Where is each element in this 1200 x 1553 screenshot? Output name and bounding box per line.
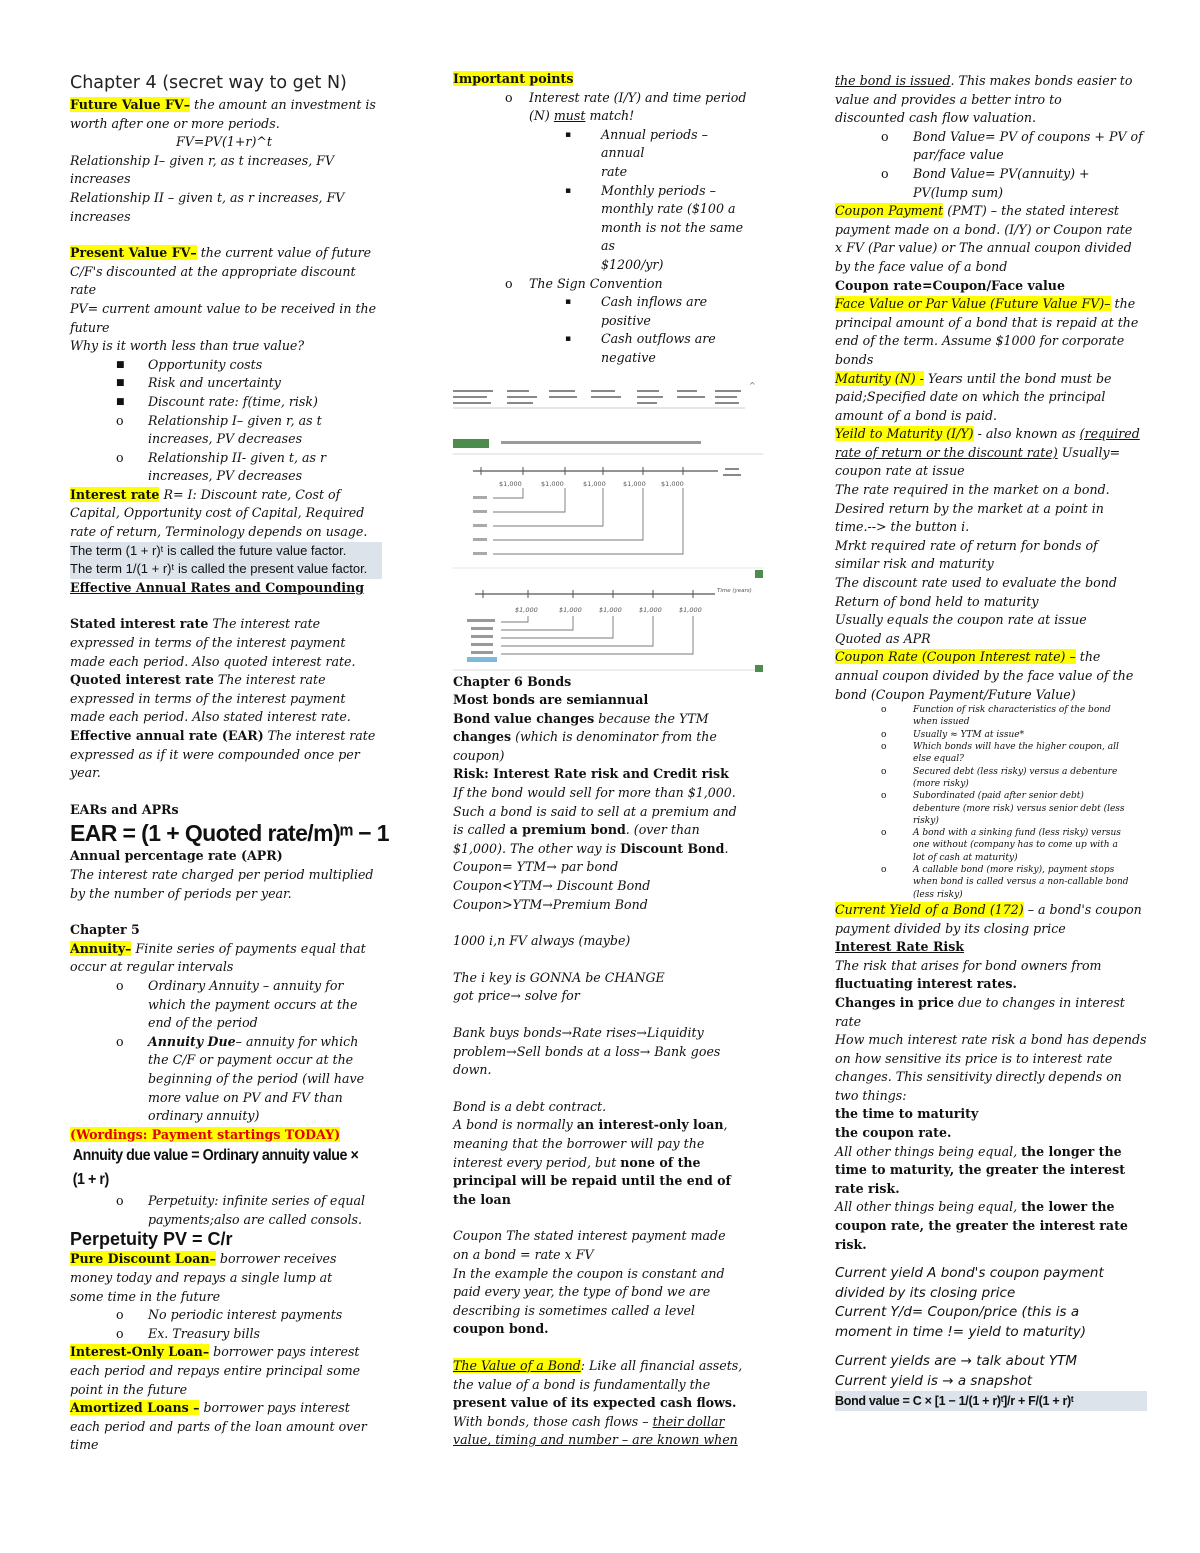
list-item-cont: when bond is called versus a non-callable bond (913, 877, 1129, 888)
risk-line: Risk: Interest Rate risk and Credit risk (453, 766, 729, 782)
interest-rate-definition: Interest rate R= I: Discount rate, Cost of (70, 486, 341, 502)
timeline-figures (453, 368, 756, 673)
text-line: expressed in terms of the interest payment (70, 690, 346, 706)
ytm-line: The rate required in the market on a bond. (835, 482, 1110, 498)
text-line: the loan (453, 1191, 511, 1207)
list-item-cont: ordinary annuity) (148, 1108, 260, 1124)
chapter-6-heading: Chapter 6 Bonds (453, 673, 572, 689)
bond-value-formula: Bond value = C × [1 − 1/(1 + r)ᵗ]/r + F/(1 + r)ᵗ (835, 1391, 1147, 1411)
list-item-cont: else equal? (913, 754, 964, 765)
important-points-heading: Important points (453, 71, 574, 86)
coupon-rate-def: Coupon Rate (Coupon Interest rate) – the (835, 649, 1101, 665)
circle-bullet-icon: o (505, 275, 513, 291)
list-item-cont: one without (company has to come up with a (913, 840, 1118, 851)
circle-bullet-icon: o (881, 705, 887, 716)
wordings-note: (Wordings: Payment startings TODAY) (70, 1126, 341, 1142)
list-item-cont: month is not the same as (601, 219, 744, 254)
maturity-def: Maturity (N) - Years until the bond must be (835, 370, 1112, 386)
text-line: The i key is GONNA be CHANGE (453, 969, 665, 985)
fv-rel2b: increases (70, 208, 131, 224)
pv-def-line: rate (70, 282, 97, 298)
text-line: $1,000). The other way is Discount Bond. (453, 840, 729, 856)
ears-aprs-heading: EARs and APRs (70, 801, 179, 817)
text-line: 1000 i,n FV always (maybe) (453, 933, 631, 949)
list-item: o Subordinated (paid after senior debt) (881, 791, 1084, 802)
coupon-payment-def: Coupon Payment (PMT) – the stated interest (835, 203, 1119, 219)
text-line: coupon) (453, 747, 505, 763)
list-item: o Secured debt (less risky) versus a debenture (881, 766, 1118, 777)
present-value-factor: The term 1/(1 + r)ᵗ is called the present value factor. (70, 560, 382, 579)
ir-line: Capital, Opportunity cost of Capital, Required (70, 505, 365, 521)
fig-amount-label: $1,000 (661, 479, 684, 488)
text-line: expressed as if it were compounded once per (70, 746, 360, 762)
value-of-bond-def: The Value of a Bond: Like all financial assets, (453, 1357, 743, 1373)
list-item: o Which bonds will have the higher coupon, all (881, 742, 1119, 753)
list-item: o Relationship I– given r, as t (70, 412, 390, 431)
text-line: interest every period, but none of the (453, 1154, 701, 1170)
list-item-cont: end of the period (148, 1015, 258, 1031)
pv-why: Why is it worth less than true value? (70, 338, 305, 354)
list-item: o Ordinary Annuity – annuity for (70, 977, 390, 996)
text-line: Current yields are → talk about YTM (835, 1353, 1078, 1370)
ytm-line: Desired return by the market at a point in (835, 500, 1104, 516)
annuity-due-formula: Annuity due value = Ordinary annuity value × (1 + r) (72, 1147, 359, 1189)
list-item-cont: monthly rate ($100 a (601, 201, 736, 217)
pv-def-line: C/F's discounted at the appropriate discount (70, 263, 356, 279)
fig-amount-label: $1,000 (499, 479, 522, 488)
circle-bullet-icon: o (116, 1193, 124, 1209)
stated-rate-def: Stated interest rate The interest rate (70, 616, 321, 632)
text-line: down. (453, 1062, 492, 1078)
text-line: expressed in terms of the interest payment (70, 635, 346, 651)
circle-bullet-icon: o (116, 449, 124, 465)
ir-line: rate of return, Terminology depends on usage. (70, 524, 368, 540)
list-item: o The Sign Convention (453, 275, 753, 294)
list-item-cont: payments;also are called consols. (148, 1211, 362, 1227)
perpetuity-formula: Perpetuity PV = C/r (70, 1229, 233, 1250)
current-yield-notes (835, 1264, 1153, 1391)
ytm-line: The discount rate used to evaluate the bond (835, 575, 1117, 591)
fig-amount-label: $1,000 (559, 605, 582, 614)
text-line: fluctuating interest rates. (835, 976, 1017, 992)
text-line: moment in time != yield to maturity) (835, 1323, 1087, 1340)
text-line: Coupon The stated interest payment made (453, 1228, 726, 1244)
circle-bullet-icon: o (116, 1325, 124, 1341)
fig-amount-label: $1,000 (583, 479, 606, 488)
text-line: rate of return or the discount rate) Usually= (835, 444, 1121, 460)
list-item-cont: risky) (913, 815, 939, 826)
fig-time-label: Time (years) (717, 587, 752, 594)
square-bullet-icon: ■ (116, 396, 125, 407)
text-line: The interest rate charged per period multiplied (70, 866, 374, 882)
ytm-line: Usually equals the coupon rate at issue (835, 612, 1087, 628)
text-line: each period and repays entire principal some (70, 1363, 361, 1379)
text-line: Changes in price due to changes in interest (835, 994, 1125, 1010)
text-line: present value of its expected cash flows. (453, 1395, 737, 1411)
text-line: Such a bond is said to sell at a premium and (453, 803, 737, 819)
circle-bullet-icon: o (116, 1307, 124, 1323)
text-line: Coupon= YTM→ par bond (453, 859, 619, 875)
text-line: The risk that arises for bond owners from (835, 957, 1102, 973)
fig-amount-label: $1,000 (541, 479, 564, 488)
text-line: on how sensitive its price is to interest rate (835, 1050, 1113, 1066)
text-line: got price→ solve for (453, 988, 580, 1004)
fig-amount-label: $1,000 (515, 605, 538, 614)
text-line: bonds (835, 351, 874, 367)
list-item-cont: lot of cash at maturity) (913, 852, 1018, 863)
text-line: value, timing and number – are known when (453, 1432, 738, 1448)
ytm-line: Return of bond held to maturity (835, 593, 1039, 609)
list-item-cont: increases, PV decreases (148, 431, 303, 447)
list-item: o A bond with a sinking fund (less risky) versus (881, 828, 1121, 839)
ear-formula: EAR = (1 + Quoted rate/m)ᵐ − 1 (70, 820, 389, 847)
text-line: point in the future (70, 1381, 188, 1397)
list-item: o Interest rate (I/Y) and time period (453, 89, 753, 108)
column-1 (70, 70, 390, 1455)
text-line: principal will be repaid until the end of (453, 1173, 731, 1189)
pv-definition: Present Value FV– the current value of future (70, 245, 372, 261)
square-bullet-icon: ▪ (565, 185, 572, 196)
list-item: ▪ Annual periods – annual (565, 126, 708, 161)
quoted-rate-def: Quoted interest rate The interest rate (70, 672, 326, 688)
text-line: With bonds, those cash flows – their dollar (453, 1413, 725, 1429)
square-bullet-icon: ▪ (565, 129, 572, 140)
list-item: o Ex. Treasury bills (70, 1325, 390, 1344)
text-line: A bond is normally an interest-only loan, (453, 1117, 728, 1133)
chapter-5-heading: Chapter 5 (70, 922, 140, 938)
text-line: annual coupon divided by the face value of the (835, 668, 1134, 683)
column-2 (453, 70, 756, 1450)
ytm-def: Yeild to Maturity (I/Y) - also known as (required (835, 426, 1140, 442)
list-item-cont: the C/F or payment occur at the (148, 1052, 354, 1068)
text-line: x FV (Par value) or The annual coupon divided (835, 240, 1132, 256)
text-line: Current yield A bond's coupon payment (835, 1265, 1104, 1282)
list-item: o Bond Value= PV of coupons + PV of (835, 128, 1153, 147)
text-line: Bond is a debt contract. (453, 1098, 607, 1114)
ytm-line: similar risk and maturity (835, 556, 994, 572)
circle-bullet-icon: o (881, 742, 887, 753)
face-value-def: Face Value or Par Value (Future Value FV)– the (835, 296, 1136, 312)
text-line: by the number of periods per year. (70, 885, 292, 901)
list-item: o No periodic interest payments (70, 1306, 390, 1325)
text-line: In the example the coupon is constant and (453, 1265, 725, 1281)
text-line: occur at regular intervals (70, 959, 234, 975)
text-line: How much interest rate risk a bond has depends (835, 1032, 1147, 1048)
text-line: principal amount of a bond that is repaid at the (835, 314, 1139, 330)
list-item-cont: (more risky) (913, 778, 969, 789)
list-item-cont: beginning of the period (will have (148, 1070, 365, 1086)
pv-line: future (70, 319, 110, 335)
text-line: money today and repays a single lump at (70, 1270, 333, 1286)
text-line: divided by its closing price (835, 1284, 1016, 1301)
list-item: o Bond Value= PV(annuity) + (835, 165, 1153, 184)
list-item-cont: (N) must match! (529, 108, 635, 124)
fv-rel1b: increases (70, 171, 131, 187)
text-line: is called a premium bond. (over than (453, 822, 700, 838)
coupon-rate-sublist (835, 704, 1153, 901)
list-item: ■ Risk and uncertainty (70, 374, 390, 393)
ytm-line: time.--> the button i. (835, 519, 970, 535)
text-line: made each period. Also stated interest rate. (70, 709, 351, 725)
text-line: changes (which is denominator from the (453, 729, 717, 745)
text-line: risk. (835, 1236, 867, 1252)
fig-amount-label: $1,000 (639, 605, 662, 614)
chapter-4-title: Chapter 4 (secret way to get N) (70, 73, 347, 93)
ear-def: Effective annual rate (EAR) The interest rate (70, 728, 376, 743)
bond-value-changes: Bond value changes because the YTM (453, 710, 709, 726)
annuity-def: Annuity– Finite series of payments equal that (70, 940, 366, 956)
text-line: the time to maturity (835, 1106, 979, 1122)
circle-bullet-icon: o (881, 791, 887, 802)
text-line: All other things being equal, the longer the (835, 1143, 1122, 1159)
square-bullet-icon: ■ (116, 359, 125, 370)
list-item-cont: (less risky) (913, 889, 963, 900)
list-item: ■ Discount rate: f(time, risk) (70, 393, 390, 412)
text-line: problem→Sell bonds at a loss→ Bank goes (453, 1043, 721, 1059)
text-line: the value of a bond is fundamentally the (453, 1376, 711, 1392)
coupon-rate-eq: Coupon rate=Coupon/Face value (835, 277, 1065, 293)
list-item-cont: par/face value (913, 147, 1004, 163)
fv-rel2: Relationship II – given t, as r increases, FV (70, 189, 345, 205)
circle-bullet-icon: o (881, 828, 887, 839)
text-line: rate (835, 1013, 862, 1029)
text-line: on a bond = rate x FV (453, 1246, 594, 1262)
list-item-cont: $1200/yr) (601, 256, 664, 272)
text-line: Current Y/d= Coupon/price (this is a (835, 1304, 1080, 1321)
text-line: time to maturity, the greater the interest (835, 1162, 1126, 1178)
current-yield-def: Current Yield of a Bond (172) – a bond's coupon (835, 901, 1142, 917)
square-bullet-icon: ■ (116, 378, 125, 389)
text-line: the bond is issued. This makes bonds easier to (835, 73, 1133, 88)
circle-bullet-icon: o (116, 412, 124, 428)
circle-bullet-icon: o (881, 165, 889, 181)
text-line: Bank buys bonds→Rate rises→Liquidity (453, 1025, 704, 1040)
ytm-line: Quoted as APR (835, 630, 931, 646)
text-line: some time in the future (70, 1288, 221, 1304)
list-item-cont: negative (601, 349, 656, 365)
apr-heading: Annual percentage rate (APR) (70, 848, 283, 864)
text-line: two things: (835, 1087, 907, 1103)
text-line: year. (70, 765, 101, 781)
fig-amount-label: $1,000 (679, 605, 702, 614)
text-line: end of the term. Assume $1000 for corporate (835, 333, 1125, 349)
text-line: Current yield is → a snapshot (835, 1372, 1033, 1389)
text-line: made each period. Also quoted interest rate. (70, 653, 356, 669)
text-line: paid;Specified date on which the principal (835, 389, 1106, 405)
text-line: coupon rate, the greater the interest rate (835, 1218, 1128, 1234)
text-line: value and provides a better intro to (835, 91, 1062, 107)
circle-bullet-icon: o (881, 766, 887, 777)
fv-formula: FV=PV(1+r)^t (176, 134, 272, 150)
text-line: describing is sometimes called a level (453, 1302, 695, 1318)
text-line: the coupon rate. (835, 1125, 952, 1141)
list-item-cont: debenture (more risk) versus senior debt (less (913, 803, 1125, 814)
fig-amount-label: $1,000 (623, 479, 646, 488)
circle-bullet-icon: o (505, 89, 513, 105)
list-item: ■ Opportunity costs (70, 356, 390, 375)
semiannual-note: Most bonds are semiannual (453, 692, 649, 708)
circle-bullet-icon: o (116, 1033, 124, 1049)
text-line: Coupon>YTM→Premium Bond (453, 896, 648, 912)
text-line: changes. This sensitivity directly depends on (835, 1069, 1122, 1085)
text-line: payment made on a bond. (I/Y) or Coupon rate (835, 221, 1133, 237)
fv-rel1: Relationship I– given r, as t increases, FV (70, 152, 335, 168)
fv-definition: Future Value FV– the amount an investment is (70, 97, 376, 112)
list-item-cont: which the payment occurs at the (148, 996, 358, 1012)
fig-amount-label: $1,000 (599, 605, 622, 614)
svg-text:^: ^ (749, 380, 756, 390)
text-line: meaning that the borrower will pay the (453, 1135, 705, 1151)
list-item: o Function of risk characteristics of the bond (881, 705, 1111, 716)
text-line: rate risk. (835, 1180, 900, 1196)
text-line: payment divided by its closing price (835, 920, 1066, 936)
text-line: bond (Coupon Payment/Future Value) (835, 686, 1076, 702)
text-line: amount of a bond is paid. (835, 407, 998, 423)
interest-only-loan-def: Interest-Only Loan– borrower pays interest (70, 1344, 360, 1360)
square-bullet-icon: ▪ (565, 334, 572, 345)
circle-bullet-icon: o (881, 865, 887, 876)
text-line: time (70, 1437, 99, 1453)
list-item: o A callable bond (more risky), payment stops (881, 865, 1115, 876)
text-line: All other things being equal, the lower the (835, 1199, 1115, 1215)
list-item: o Annuity Due– annuity for which (70, 1033, 390, 1052)
list-item-cont: more value on PV and FV than (148, 1089, 343, 1105)
square-bullet-icon: ▪ (565, 297, 572, 308)
ytm-line: Mrkt required rate of return for bonds of (835, 537, 1098, 553)
text-line: Coupon<YTM→ Discount Bond (453, 878, 651, 894)
list-item: o Perpetuity: infinite series of equal (70, 1192, 390, 1211)
amortized-loan-def: Amortized Loans – borrower pays interest (70, 1400, 350, 1416)
pure-discount-loan-def: Pure Discount Loan– borrower receives (70, 1251, 337, 1267)
list-item: ▪ Monthly periods – (453, 182, 753, 201)
future-value-factor: The term (1 + r)ᵗ is called the future value factor. (70, 542, 382, 561)
list-item-cont: when issued (913, 717, 970, 728)
interest-rate-risk-heading: Interest Rate Risk (835, 939, 965, 955)
column-3 (835, 72, 1153, 1411)
list-item: o Usually ≈ YTM at issue* (881, 729, 1025, 740)
text-line: If the bond would sell for more than $1,000. (453, 785, 736, 801)
list-item: o Relationship II- given t, as r (70, 449, 390, 468)
text-line: coupon rate at issue (835, 463, 965, 479)
fv-def-line: worth after one or more periods. (70, 115, 280, 131)
text-line: paid every year, the type of bond we are (453, 1284, 711, 1300)
circle-bullet-icon: o (881, 729, 887, 740)
list-item-cont: PV(lump sum) (913, 184, 1004, 200)
ear-heading: Effective Annual Rates and Compounding (70, 579, 365, 595)
list-item-cont: increases, PV decreases (148, 468, 303, 484)
pv-line: PV= current amount value to be received in the (70, 300, 377, 316)
text-line: each period and parts of the loan amount over (70, 1418, 367, 1434)
circle-bullet-icon: o (116, 977, 124, 993)
text-line: discounted cash flow valuation. (835, 110, 1036, 126)
text-line: by the face value of a bond (835, 258, 1008, 274)
list-item: ▪ Cash outflows are (453, 330, 753, 349)
list-item: ▪ Cash inflows are positive (565, 294, 708, 328)
text-line: coupon bond. (453, 1321, 549, 1337)
circle-bullet-icon: o (881, 128, 889, 144)
timeline-diagram-image (453, 368, 765, 673)
list-item-cont: rate (601, 163, 628, 179)
